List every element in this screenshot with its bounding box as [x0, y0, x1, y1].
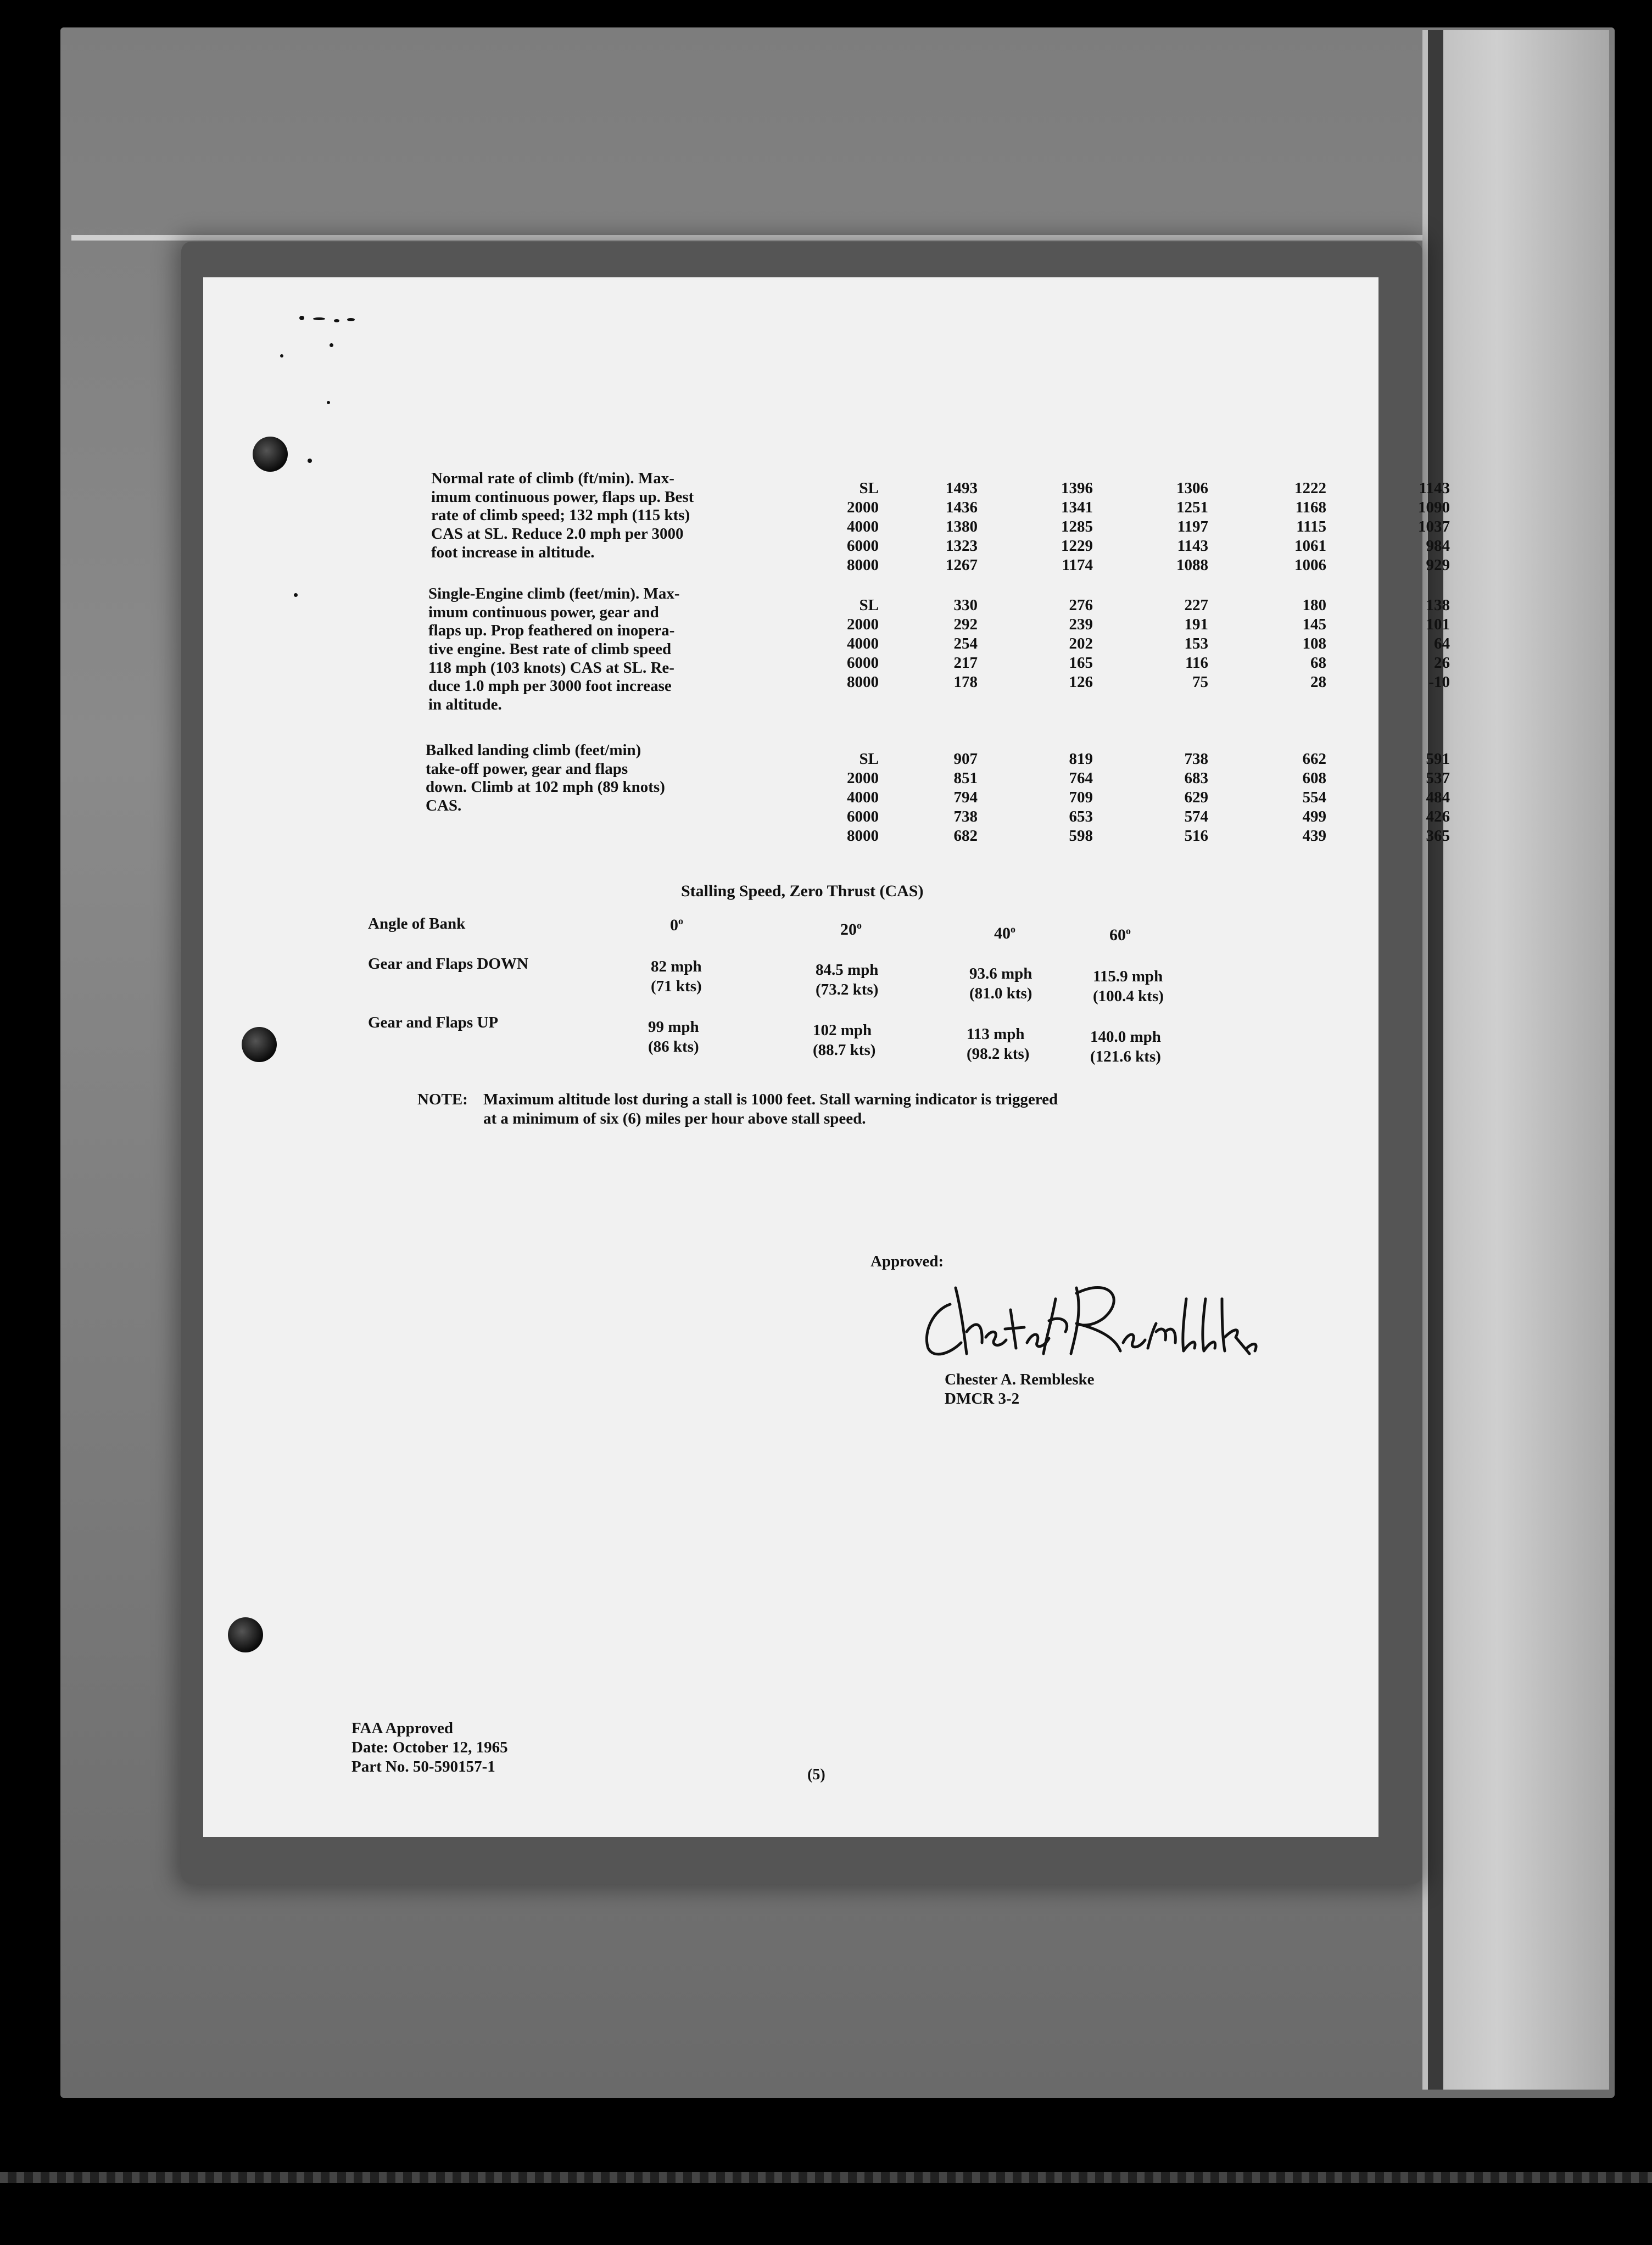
table-cell: 629 [1184, 789, 1208, 806]
part-number: Part No. 50-590157-1 [351, 1757, 495, 1775]
table-cell: 1174 [1062, 556, 1093, 574]
table-cell: 683 [1184, 769, 1208, 787]
table-row [813, 769, 1450, 788]
table-row [813, 537, 1450, 556]
table-cell: 907 [953, 750, 978, 768]
table-row [813, 654, 1450, 673]
balked-landing-climb-description: Balked landing climb (feet/min) take-off power, gear and flaps down. Climb at 102 mph (89 knots) CAS. [426, 741, 665, 814]
punch-hole-bottom [228, 1617, 263, 1652]
altitude-cell: 6000 [847, 654, 879, 672]
table-cell: 292 [953, 616, 978, 633]
signer-title: DMCR 3-2 [945, 1389, 1020, 1408]
table-cell: 217 [953, 654, 978, 672]
binder-edge [1428, 30, 1443, 2090]
altitude-cell: 2000 [847, 616, 879, 633]
table-cell: 1006 [1294, 556, 1326, 574]
table-cell: 1061 [1294, 537, 1326, 555]
approved-label: Approved: [870, 1253, 944, 1270]
film-edge [0, 2172, 1652, 2183]
table-cell: 1197 [1177, 518, 1208, 535]
table-cell: 591 [1426, 750, 1450, 768]
table-cell: 75 [1192, 673, 1208, 691]
table-row [813, 826, 1450, 846]
stall-table-title: Stalling Speed, Zero Thrust (CAS) [681, 882, 924, 900]
table-cell: 178 [953, 673, 978, 691]
gear-flaps-up-label: Gear and Flaps UP [368, 1014, 499, 1031]
handwritten-signature [912, 1266, 1263, 1370]
table-cell: 1493 [946, 479, 978, 497]
ink-speck [327, 401, 330, 404]
table-cell: 499 [1302, 808, 1326, 825]
table-cell: 1168 [1295, 499, 1326, 516]
table-cell: 574 [1184, 808, 1208, 825]
note-line-2: at a minimum of six (6) miles per hour above stall speed. [483, 1109, 866, 1127]
table-row [813, 634, 1450, 654]
binder-strip [1422, 30, 1609, 2090]
table-cell: 653 [1069, 808, 1093, 825]
altitude-cell: 6000 [847, 808, 879, 825]
ink-speck [294, 593, 298, 597]
altitude-cell: 8000 [847, 556, 879, 574]
ink-speck [308, 459, 312, 463]
table-cell: 68 [1310, 654, 1326, 672]
table-cell: 365 [1426, 827, 1450, 845]
table-cell: 1229 [1061, 537, 1093, 555]
table-cell: 537 [1426, 769, 1450, 787]
note-line-1: Maximum altitude lost during a stall is 1000 feet. Stall warning indicator is triggered [483, 1091, 1058, 1108]
table-cell: 108 [1302, 635, 1326, 652]
table-cell: 330 [953, 596, 978, 614]
table-row [813, 596, 1450, 615]
angle-of-bank-label: Angle of Bank [368, 915, 466, 932]
altitude-cell: 4000 [847, 518, 879, 535]
table-cell: 1396 [1061, 479, 1093, 497]
table-cell: 1341 [1061, 499, 1093, 516]
table-cell: 1037 [1418, 518, 1450, 535]
stall-speed-cell: 99 mph (86 kts) [648, 1018, 699, 1056]
table-cell: 682 [953, 827, 978, 845]
table-cell: 1090 [1418, 499, 1450, 516]
stall-speed-cell: 82 mph (71 kts) [651, 958, 702, 995]
stall-speed-cell: 113 mph (98.2 kts) [967, 1025, 1030, 1063]
ink-speck [280, 354, 283, 358]
table-cell: 153 [1184, 635, 1208, 652]
altitude-cell: SL [859, 596, 879, 614]
faa-approved-text: FAA Approved [351, 1719, 454, 1737]
note-label: NOTE: [417, 1091, 468, 1108]
table-cell: 202 [1069, 635, 1093, 652]
stall-note [417, 1090, 1274, 1129]
table-cell: 984 [1426, 537, 1450, 555]
altitude-cell: SL [859, 479, 879, 497]
table-cell: 598 [1069, 827, 1093, 845]
table-row [813, 615, 1450, 634]
table-cell: 227 [1184, 596, 1208, 614]
table-cell: 126 [1069, 673, 1093, 691]
stall-speed-cell: 84.5 mph (73.2 kts) [816, 961, 879, 998]
table-cell: 1323 [946, 537, 978, 555]
table-cell: 1380 [946, 518, 978, 535]
table-cell: 1088 [1176, 556, 1208, 574]
table-cell: 165 [1069, 654, 1093, 672]
bank-angle-header: 20$^o$ [840, 920, 862, 939]
table-cell: 276 [1069, 596, 1093, 614]
altitude-cell: 4000 [847, 635, 879, 652]
table-cell: 1267 [946, 556, 978, 574]
table-row [813, 498, 1450, 517]
ink-speck [313, 317, 325, 320]
table-cell: 28 [1310, 673, 1326, 691]
approval-date: Date: October 12, 1965 [351, 1738, 508, 1756]
bank-angle-header: 0$^o$ [670, 915, 683, 934]
table-cell: 1436 [946, 499, 978, 516]
table-cell: 516 [1184, 827, 1208, 845]
altitude-cell: 4000 [847, 789, 879, 806]
table-cell: 439 [1302, 827, 1326, 845]
table-cell: 1143 [1177, 537, 1208, 555]
table-cell: 819 [1069, 750, 1093, 768]
table-cell: 662 [1302, 750, 1326, 768]
table-cell: -10 [1428, 673, 1450, 691]
table-cell: 191 [1184, 616, 1208, 633]
gear-flaps-down-label: Gear and Flaps DOWN [368, 955, 528, 973]
normal-climb-description: Normal rate of climb (ft/min). Max- imum continuous power, flaps up. Best rate of climb speed; 132 mph (115 kts) CAS at SL. Reduce 2.0 mph per 3000 foot increase in altitude. [431, 470, 694, 561]
table-row [813, 788, 1450, 807]
single-engine-climb-description: Single-Engine climb (feet/min). Max- imum continuous power, gear and flaps up. Prop feathered on inopera- tive engine. Best rate of climb speed 118 mph (103 knots) CAS at SL. Re- duce 1.0 mph per 3000 foot increase in altitude. [428, 585, 680, 713]
altitude-cell: 6000 [847, 537, 879, 555]
table-cell: 239 [1069, 616, 1093, 633]
ink-speck [330, 343, 333, 347]
table-row [813, 517, 1450, 537]
table-cell: 484 [1426, 789, 1450, 806]
altitude-cell: 2000 [847, 769, 879, 787]
table-row [813, 807, 1450, 826]
table-cell: 1285 [1061, 518, 1093, 535]
document-page [203, 277, 1450, 1837]
stall-speed-cell: 115.9 mph (100.4 kts) [1093, 968, 1164, 1005]
punch-hole-top [253, 437, 288, 472]
stall-speed-cell: 93.6 mph (81.0 kts) [969, 965, 1032, 1002]
stall-speed-cell: 102 mph (88.7 kts) [813, 1021, 876, 1059]
altitude-cell: 2000 [847, 499, 879, 516]
table-cell: 1251 [1176, 499, 1208, 516]
table-cell: 764 [1069, 769, 1093, 787]
table-row [813, 673, 1450, 692]
table-cell: 1222 [1294, 479, 1326, 497]
altitude-cell: 8000 [847, 673, 879, 691]
faa-approval-footer [351, 1719, 508, 1776]
table-cell: 738 [953, 808, 978, 825]
ink-speck [334, 319, 339, 322]
table-cell: 554 [1302, 789, 1326, 806]
table-cell: 1115 [1296, 518, 1326, 535]
table-cell: 180 [1302, 596, 1326, 614]
table-cell: 608 [1302, 769, 1326, 787]
table-cell: 64 [1434, 635, 1450, 652]
table-cell: 26 [1434, 654, 1450, 672]
table-row [813, 556, 1450, 575]
ink-speck [299, 316, 304, 320]
table-cell: 145 [1302, 616, 1326, 633]
bank-angle-header: 40$^o$ [994, 924, 1015, 942]
table-cell: 929 [1426, 556, 1450, 574]
punch-hole-middle [242, 1027, 277, 1062]
table-cell: 254 [953, 635, 978, 652]
table-cell: 116 [1185, 654, 1208, 672]
table-row [813, 479, 1450, 498]
ink-speck [347, 318, 355, 321]
signer-block [945, 1370, 1095, 1409]
table-cell: 426 [1426, 808, 1450, 825]
table-cell: 709 [1069, 789, 1093, 806]
table-cell: 738 [1184, 750, 1208, 768]
table-row [813, 750, 1450, 769]
altitude-cell: 8000 [847, 827, 879, 845]
fold-line [71, 235, 1422, 241]
page-number: (5) [807, 1766, 825, 1783]
table-cell: 1306 [1176, 479, 1208, 497]
altitude-cell: SL [859, 750, 879, 768]
bank-angle-header: 60$^o$ [1109, 925, 1131, 944]
table-cell: 101 [1426, 616, 1450, 633]
table-cell: 851 [953, 769, 978, 787]
table-cell: 1143 [1419, 479, 1450, 497]
table-cell: 138 [1426, 596, 1450, 614]
stall-speed-cell: 140.0 mph (121.6 kts) [1090, 1028, 1161, 1065]
table-cell: 794 [953, 789, 978, 806]
signer-name: Chester A. Rembleske [945, 1371, 1095, 1388]
